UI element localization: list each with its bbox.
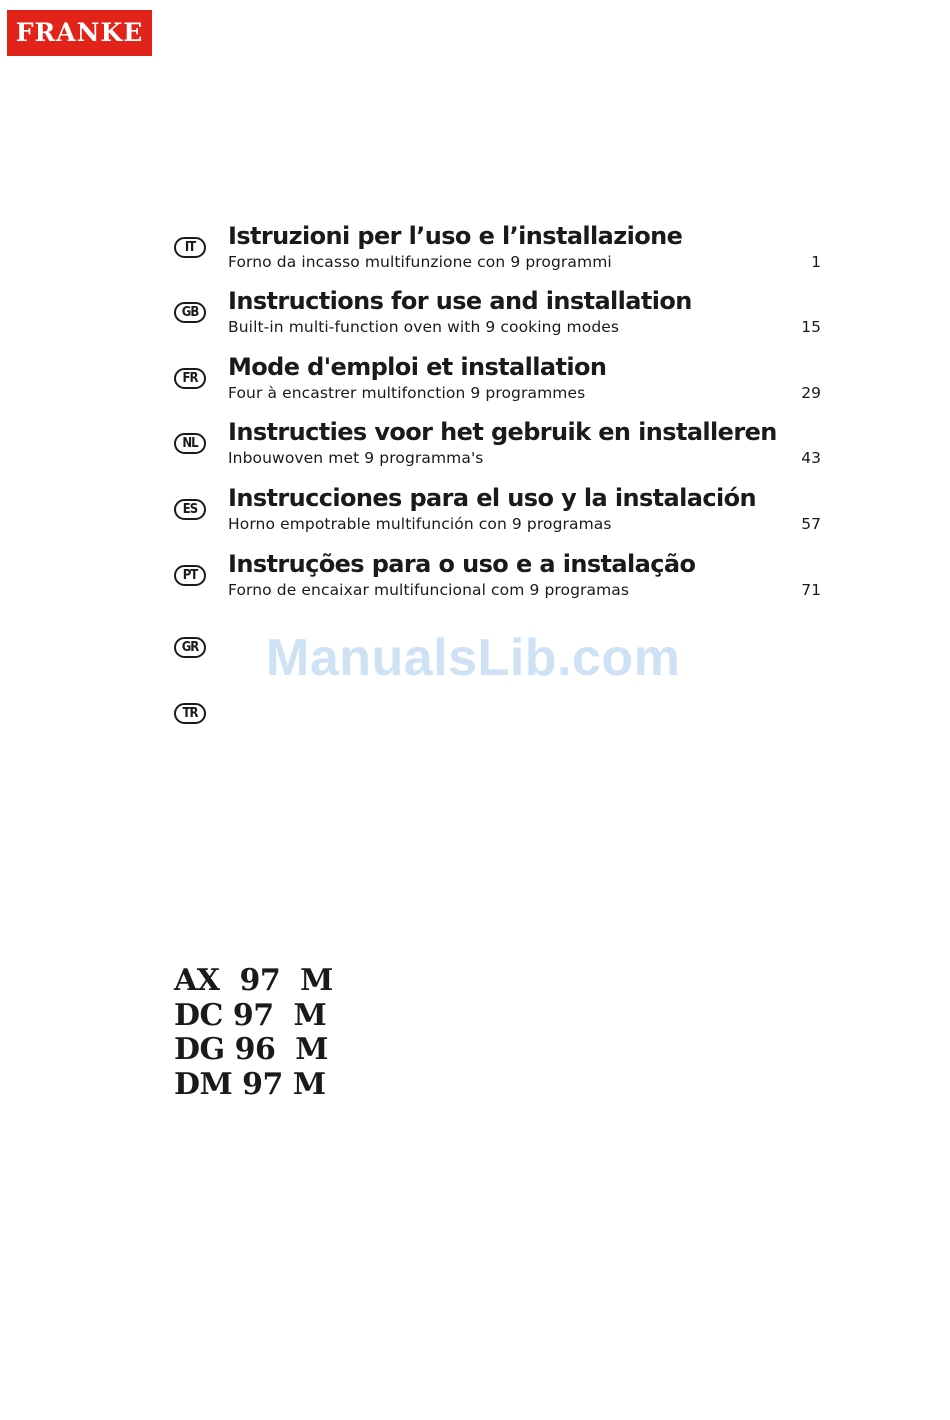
toc-page-number: 1 — [811, 253, 821, 271]
toc-entry-gb[interactable] — [0, 287, 950, 357]
toc-entry-pt[interactable] — [0, 550, 950, 620]
model-name: AX 97 M — [174, 963, 333, 998]
language-badge-pt: PT — [174, 565, 206, 586]
toc-entry-es[interactable] — [0, 484, 950, 554]
toc-title: Instructies voor het gebruik en installeren — [228, 418, 777, 446]
franke-logo: FRANKE — [7, 10, 152, 56]
toc-page-number: 71 — [801, 581, 821, 599]
model-list — [174, 964, 333, 1102]
model-name: DC 97 M — [174, 997, 327, 1033]
language-badge-gr: GR — [174, 637, 206, 658]
language-badge-es: ES — [174, 499, 206, 520]
toc-entry-it[interactable] — [0, 222, 950, 292]
toc-page-number: 57 — [801, 515, 821, 533]
toc-page-number: 43 — [801, 449, 821, 467]
toc-entry-tr — [0, 698, 950, 758]
toc-title: Instrucciones para el uso y la instalación — [228, 484, 756, 512]
toc-subtitle: Four à encastrer multifonction 9 programmes — [228, 384, 586, 402]
toc-title: Instructions for use and installation — [228, 287, 692, 315]
model-name: DG 96 M — [174, 1032, 328, 1067]
toc-subtitle: Horno empotrable multifunción con 9 programas — [228, 515, 612, 533]
language-badge-nl: NL — [174, 433, 206, 454]
language-badge-tr: TR — [174, 703, 206, 724]
toc-subtitle: Built-in multi-function oven with 9 cooking modes — [228, 318, 620, 336]
manualslib-watermark: ManualsLib.com — [266, 629, 681, 687]
toc-entry-fr[interactable] — [0, 353, 950, 423]
toc-page-number: 15 — [801, 318, 821, 336]
language-badge-fr: FR — [174, 368, 206, 389]
toc-title: Istruzioni per l’uso e l’installazione — [228, 222, 683, 250]
language-badge-gb: GB — [174, 302, 206, 323]
toc-entry-nl[interactable] — [0, 418, 950, 488]
toc-title: Instruções para o uso e a instalação — [228, 550, 696, 578]
toc-subtitle: Forno da incasso multifunzione con 9 programmi — [228, 253, 612, 271]
toc-subtitle: Forno de encaixar multifuncional com 9 programas — [228, 581, 630, 599]
model-name: DM 97 M — [174, 1066, 326, 1102]
language-badge-it: IT — [174, 237, 206, 258]
toc-page-number: 29 — [801, 384, 821, 402]
toc-subtitle: Inbouwoven met 9 programma's — [228, 449, 484, 467]
toc-title: Mode d'emploi et installation — [228, 353, 607, 381]
